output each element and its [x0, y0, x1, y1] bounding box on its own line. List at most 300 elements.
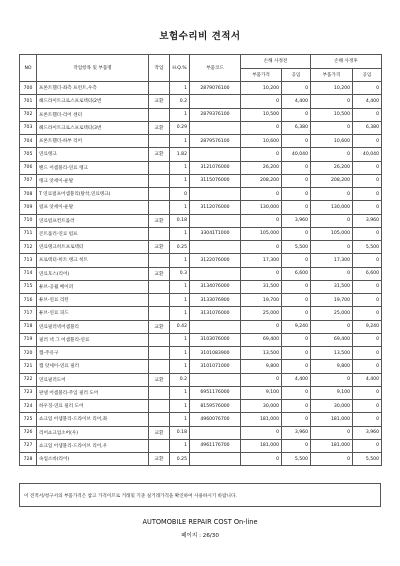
row-after-labor: 0: [353, 400, 382, 413]
row-before-labor: 0: [282, 360, 311, 373]
row-work: [149, 333, 170, 346]
row-after-part-price: 9,100: [311, 386, 353, 399]
row-after-part-price: 31,500: [311, 280, 353, 293]
row-before-labor: 0: [282, 161, 311, 174]
row-work: [149, 294, 170, 307]
row-after-part-price: 181,000: [311, 439, 353, 452]
table-row: [20, 95, 382, 108]
row-before-labor: 0: [282, 294, 311, 307]
row-before-labor: 3,960: [282, 426, 311, 439]
row-before-part-price: 0: [241, 214, 282, 227]
row-before-part-price: 69,400: [241, 333, 282, 346]
table-row: [20, 360, 382, 373]
row-item-name: 리어쇼크업소버(우): [37, 426, 149, 439]
row-work: [149, 254, 170, 267]
row-before-part-price: 181,000: [241, 439, 282, 452]
table-row: [20, 188, 382, 201]
row-before-part-price: 0: [241, 426, 282, 439]
row-before-labor: 0: [282, 82, 311, 95]
row-no: 703: [20, 121, 37, 134]
row-no: 718: [20, 320, 37, 333]
row-before-part-price: 0: [241, 95, 282, 108]
row-part-code: 3103076000: [190, 333, 241, 346]
price-notice: 이 견적서/청구서의 부품가격은 참고 가격이므로 거래및 기준 실거래가격을 확인하여 사용하시기 바랍니다.: [19, 483, 381, 507]
row-after-part-price: 19,700: [311, 294, 353, 307]
row-work: 교환: [149, 121, 170, 134]
row-no: 707: [20, 174, 37, 187]
row-part-code: 2879576100: [190, 135, 241, 148]
row-before-labor: 4,400: [282, 373, 311, 386]
row-hq: 1: [170, 201, 190, 214]
row-before-part-price: 0: [241, 320, 282, 333]
row-hq: 0.18: [170, 426, 190, 439]
row-before-part-price: 181,000: [241, 413, 282, 426]
row-no: 725: [20, 413, 37, 426]
row-item-name: 밴드 어셈블리-연료 탱크: [37, 161, 149, 174]
row-after-labor: 6,600: [353, 267, 382, 280]
row-hq: 0.42: [170, 320, 190, 333]
table-row: [20, 241, 382, 254]
row-part-code: 3101071000: [190, 360, 241, 373]
row-no: 704: [20, 135, 37, 148]
row-after-labor: 0: [353, 386, 382, 399]
row-part-code: 3122076000: [190, 254, 241, 267]
row-before-part-price: 10,200: [241, 82, 282, 95]
row-work: 교환: [149, 267, 170, 280]
row-part-code: [190, 148, 241, 161]
row-before-part-price: 130,000: [241, 201, 282, 214]
table-row: [20, 386, 382, 399]
row-part-code: 33041T1000: [190, 227, 241, 240]
row-part-code: [190, 373, 241, 386]
row-no: 715: [20, 280, 37, 293]
row-before-labor: 6,600: [282, 267, 311, 280]
row-after-labor: 0: [353, 82, 382, 95]
row-before-part-price: 0: [241, 267, 282, 280]
row-hq: 1: [170, 307, 190, 320]
row-before-part-price: 0: [241, 373, 282, 386]
row-part-code: 3134076000: [190, 280, 241, 293]
row-after-labor: 4,400: [353, 373, 382, 386]
row-hq: 1: [170, 333, 190, 346]
row-no: 706: [20, 161, 37, 174]
row-after-part-price: 0: [311, 267, 353, 280]
row-no: 709: [20, 201, 37, 214]
row-part-code: 2879376100: [190, 108, 241, 121]
row-after-labor: 0: [353, 161, 382, 174]
header-after-part-price: 부품가격: [311, 68, 353, 82]
row-hq: 0.18: [170, 214, 190, 227]
table-row: [20, 413, 382, 426]
row-part-code: 3112076000: [190, 201, 241, 214]
row-after-labor: 0: [353, 188, 382, 201]
row-hq: 0.2: [170, 373, 190, 386]
row-hq: 0.29: [170, 121, 190, 134]
row-before-labor: 0: [282, 413, 311, 426]
row-after-part-price: 0: [311, 214, 353, 227]
row-no: 716: [20, 294, 37, 307]
row-before-labor: 0: [282, 333, 311, 346]
row-after-part-price: 105,000: [311, 227, 353, 240]
footer-brand: AUTOMOBILE REPAIR COST On-line: [142, 518, 258, 526]
row-after-part-price: 9,800: [311, 360, 353, 373]
row-after-part-price: 0: [311, 95, 353, 108]
row-item-name: 프론트휀더-리어 센터: [37, 108, 149, 121]
row-before-labor: 0: [282, 201, 311, 214]
row-before-part-price: 31,500: [241, 280, 282, 293]
table-row: [20, 227, 382, 240]
row-no: 728: [20, 453, 37, 466]
row-item-name: 튜브-공월 베이퍼: [37, 280, 149, 293]
table-row: [20, 135, 382, 148]
row-no: 708: [20, 188, 37, 201]
row-after-part-price: 26,200: [311, 161, 353, 174]
row-no: 727: [20, 439, 37, 452]
row-work: [149, 280, 170, 293]
row-item-name: 연료탱크: [37, 148, 149, 161]
table-row: [20, 280, 382, 293]
row-hq: 1: [170, 227, 190, 240]
header-code: 부품코드: [190, 55, 241, 82]
row-after-labor: 5,500: [353, 241, 382, 254]
row-hq: 0.25: [170, 241, 190, 254]
header-before-assessment: 손해 사정전: [241, 55, 311, 69]
row-before-labor: 0: [282, 439, 311, 452]
row-after-labor: 0: [353, 360, 382, 373]
row-after-labor: 3,960: [353, 426, 382, 439]
row-item-name: 펌프 앗세이-운탈: [37, 201, 149, 214]
table-row: [20, 307, 382, 320]
row-before-labor: 0: [282, 386, 311, 399]
row-hq: 1: [170, 174, 190, 187]
table-row: [20, 82, 382, 95]
row-before-part-price: 9,800: [241, 360, 282, 373]
row-item-name: 연료호스(리어): [37, 267, 149, 280]
row-hq: 1: [170, 439, 190, 452]
table-row: [20, 174, 382, 187]
row-after-part-price: 0: [311, 373, 353, 386]
row-hq: 1: [170, 400, 190, 413]
row-item-name: 헤드라이트크로스프로텍터(2번: [37, 95, 149, 108]
row-work: 교환: [149, 95, 170, 108]
row-no: 705: [20, 148, 37, 161]
row-before-labor: 0: [282, 400, 311, 413]
row-item-name: 연료필러도어: [37, 373, 149, 386]
row-after-labor: 6,380: [353, 121, 382, 134]
row-after-part-price: 69,400: [311, 333, 353, 346]
row-before-labor: 0: [282, 135, 311, 148]
row-after-labor: 0: [353, 174, 382, 187]
row-before-part-price: 17,300: [241, 254, 282, 267]
row-after-labor: 0: [353, 333, 382, 346]
row-after-labor: 9,240: [353, 320, 382, 333]
row-before-labor: 0: [282, 307, 311, 320]
row-item-name: 탱크 앗세이-운탈: [37, 174, 149, 187]
row-after-labor: 0: [353, 254, 382, 267]
row-after-labor: 5,500: [353, 453, 382, 466]
row-before-part-price: 0: [241, 241, 282, 254]
row-work: [149, 135, 170, 148]
row-work: 교환: [149, 373, 170, 386]
row-after-labor: 0: [353, 201, 382, 214]
row-before-labor: 3,960: [282, 214, 311, 227]
row-after-part-price: 0: [311, 453, 353, 466]
table-row: [20, 439, 382, 452]
row-before-labor: 0: [282, 108, 311, 121]
row-no: 721: [20, 360, 37, 373]
row-no: 724: [20, 400, 37, 413]
row-work: [149, 108, 170, 121]
row-after-labor: 0: [353, 413, 382, 426]
row-work: [149, 82, 170, 95]
row-hq: 1: [170, 161, 190, 174]
table-row: [20, 267, 382, 280]
row-part-code: 3115076000: [190, 174, 241, 187]
row-work: [149, 188, 170, 201]
row-after-part-price: 10,500: [311, 108, 353, 121]
header-work: 작업: [149, 55, 170, 82]
row-after-part-price: 0: [311, 148, 353, 161]
row-no: 714: [20, 267, 37, 280]
row-after-labor: 0: [353, 347, 382, 360]
row-no: 717: [20, 307, 37, 320]
row-work: [149, 174, 170, 187]
row-part-code: 4960076700: [190, 413, 241, 426]
row-no: 710: [20, 214, 37, 227]
row-item-name: 캡-주유구: [37, 347, 149, 360]
row-hq: 1: [170, 135, 190, 148]
row-work: [149, 347, 170, 360]
row-after-part-price: 0: [311, 320, 353, 333]
row-after-labor: 4,400: [353, 95, 382, 108]
row-hq: 1: [170, 108, 190, 121]
header-hq: H.Q.%: [170, 55, 190, 82]
row-before-labor: 5,500: [282, 241, 311, 254]
row-work: 교환: [149, 320, 170, 333]
row-hq: 1: [170, 294, 190, 307]
row-hq: 0: [170, 188, 190, 201]
row-item-name: 쇼크업 어셈블리-드라이브 리어,좌: [37, 413, 149, 426]
row-part-code: 3121076000: [190, 161, 241, 174]
row-after-labor: 0: [353, 280, 382, 293]
row-no: 702: [20, 108, 37, 121]
row-work: 교환: [149, 148, 170, 161]
row-part-code: [190, 95, 241, 108]
header-before-labor: 공임: [282, 68, 311, 82]
row-item-name: 헤드라이트크로스프로텍터(3번: [37, 121, 149, 134]
row-item-name: 튜브-연료 리턴: [37, 294, 149, 307]
row-no: 701: [20, 95, 37, 108]
row-after-labor: 0: [353, 108, 382, 121]
table-row: [20, 161, 382, 174]
table-row: [20, 426, 382, 439]
row-before-part-price: 0: [241, 148, 282, 161]
table-row: [20, 333, 382, 346]
row-after-part-price: 0: [311, 426, 353, 439]
row-work: 교환: [149, 426, 170, 439]
row-part-code: [190, 188, 241, 201]
row-before-part-price: 0: [241, 121, 282, 134]
header-item: 작업항목 및 부품명: [37, 55, 149, 82]
row-part-code: 8159576000: [190, 400, 241, 413]
table-row: [20, 108, 382, 121]
row-work: [149, 161, 170, 174]
table-row: [20, 453, 382, 466]
row-part-code: 6951176000: [190, 386, 241, 399]
row-before-labor: 0: [282, 280, 311, 293]
row-before-part-price: 0: [241, 453, 282, 466]
row-after-labor: 0: [353, 135, 382, 148]
row-item-name: 하우징-연료 필러 도어: [37, 400, 149, 413]
estimate-table: [19, 54, 382, 466]
row-item-name: 쇼크업 어셈블리-드라이브 리어,우: [37, 439, 149, 452]
row-after-labor: 0: [353, 439, 382, 452]
row-item-name: 판넬 어셈블리-주입 필러 도어: [37, 386, 149, 399]
row-no: 726: [20, 426, 37, 439]
row-after-labor: 3,960: [353, 214, 382, 227]
row-after-part-price: 13,500: [311, 347, 353, 360]
row-before-labor: 0: [282, 227, 311, 240]
row-before-part-price: 10,600: [241, 135, 282, 148]
row-part-code: [190, 241, 241, 254]
row-item-name: 속업소바(리어): [37, 453, 149, 466]
row-after-part-price: 30,000: [311, 400, 353, 413]
table-row: [20, 121, 382, 134]
row-before-labor: 0: [282, 188, 311, 201]
row-after-part-price: 10,600: [311, 135, 353, 148]
row-part-code: 3133076900: [190, 294, 241, 307]
row-part-code: 2879076100: [190, 82, 241, 95]
row-before-part-price: 26,200: [241, 161, 282, 174]
row-hq: 1: [170, 386, 190, 399]
row-before-part-price: 30,000: [241, 400, 282, 413]
row-work: [149, 386, 170, 399]
row-work: [149, 400, 170, 413]
row-hq: 1: [170, 360, 190, 373]
page-number: 페이지 : 26/30: [181, 533, 219, 539]
table-row: [20, 201, 382, 214]
table-row: [20, 373, 382, 386]
row-item-name: 콘트롤러-연료 펌프: [37, 227, 149, 240]
row-item-name: 연료탱크히트프로텍터: [37, 241, 149, 254]
row-work: 교환: [149, 453, 170, 466]
table-row: [20, 400, 382, 413]
row-part-code: 4961176700: [190, 439, 241, 452]
row-no: 711: [20, 227, 37, 240]
row-after-labor: 40,040: [353, 148, 382, 161]
row-hq: 0.2: [170, 95, 190, 108]
row-after-part-price: 25,000: [311, 307, 353, 320]
table-row: [20, 294, 382, 307]
header-before-part-price: 부품가격: [241, 68, 282, 82]
row-work: [149, 413, 170, 426]
row-before-part-price: 9,100: [241, 386, 282, 399]
row-item-name: 연료펌프컨트롤러: [37, 214, 149, 227]
row-after-part-price: 0: [311, 121, 353, 134]
row-part-code: [190, 267, 241, 280]
row-item-name: 튜브-연료 피드: [37, 307, 149, 320]
row-before-part-price: 19,700: [241, 294, 282, 307]
row-hq: 1: [170, 254, 190, 267]
row-no: 719: [20, 333, 37, 346]
row-part-code: 3131076000: [190, 307, 241, 320]
row-before-part-price: 105,000: [241, 227, 282, 240]
row-no: 713: [20, 254, 37, 267]
row-item-name: 프론트휀더-하부 리어: [37, 135, 149, 148]
row-work: 교환: [149, 214, 170, 227]
row-hq: 0.3: [170, 267, 190, 280]
row-after-part-price: 181,000: [311, 413, 353, 426]
row-part-code: 3101083900: [190, 347, 241, 360]
row-work: [149, 360, 170, 373]
row-after-part-price: 17,300: [311, 254, 353, 267]
row-after-part-price: 0: [311, 188, 353, 201]
row-hq: 1.82: [170, 148, 190, 161]
row-hq: 0.25: [170, 453, 190, 466]
row-part-code: [190, 320, 241, 333]
row-no: 723: [20, 386, 37, 399]
row-after-labor: 0: [353, 294, 382, 307]
row-work: 교환: [149, 241, 170, 254]
row-work: [149, 307, 170, 320]
table-row: [20, 320, 382, 333]
row-after-part-price: 0: [311, 241, 353, 254]
row-before-labor: 0: [282, 347, 311, 360]
row-item-name: 프로텍터-히트 탱크 히트: [37, 254, 149, 267]
row-before-part-price: 10,500: [241, 108, 282, 121]
row-work: [149, 201, 170, 214]
header-no: NO: [20, 55, 37, 82]
row-before-labor: 5,500: [282, 453, 311, 466]
row-no: 700: [20, 82, 37, 95]
row-part-code: [190, 453, 241, 466]
row-before-labor: 0: [282, 254, 311, 267]
row-item-name: 연료필러넥어셈블리: [37, 320, 149, 333]
row-after-labor: 0: [353, 227, 382, 240]
row-before-part-price: 13,500: [241, 347, 282, 360]
row-no: 712: [20, 241, 37, 254]
row-part-code: [190, 121, 241, 134]
row-hq: 1: [170, 280, 190, 293]
header-after-assessment: 손해 사정후: [311, 55, 382, 69]
row-before-part-price: 208,200: [241, 174, 282, 187]
row-no: 720: [20, 347, 37, 360]
row-after-part-price: 208,200: [311, 174, 353, 187]
row-item-name: 캡 앗세이-연료 필러: [37, 360, 149, 373]
row-after-part-price: 130,000: [311, 201, 353, 214]
row-before-labor: 4,400: [282, 95, 311, 108]
row-before-labor: 0: [282, 174, 311, 187]
table-row: [20, 347, 382, 360]
row-hq: 1: [170, 413, 190, 426]
row-item-name: 필러 넥 그 어셈블리-연료: [37, 333, 149, 346]
table-row: [20, 254, 382, 267]
row-before-part-price: 0: [241, 188, 282, 201]
table-row: [20, 214, 382, 227]
row-before-part-price: 25,000: [241, 307, 282, 320]
row-before-labor: 9,240: [282, 320, 311, 333]
row-part-code: [190, 214, 241, 227]
row-work: [149, 439, 170, 452]
row-after-part-price: 10,200: [311, 82, 353, 95]
row-work: [149, 227, 170, 240]
header-after-labor: 공임: [353, 68, 382, 82]
row-hq: 1: [170, 347, 190, 360]
row-item-name: T 연료펌프어셈블리(탈착,연료탱크): [37, 188, 149, 201]
row-part-code: [190, 426, 241, 439]
row-before-labor: 6,380: [282, 121, 311, 134]
row-item-name: 프론트휀더-좌측 프런트,우측: [37, 82, 149, 95]
